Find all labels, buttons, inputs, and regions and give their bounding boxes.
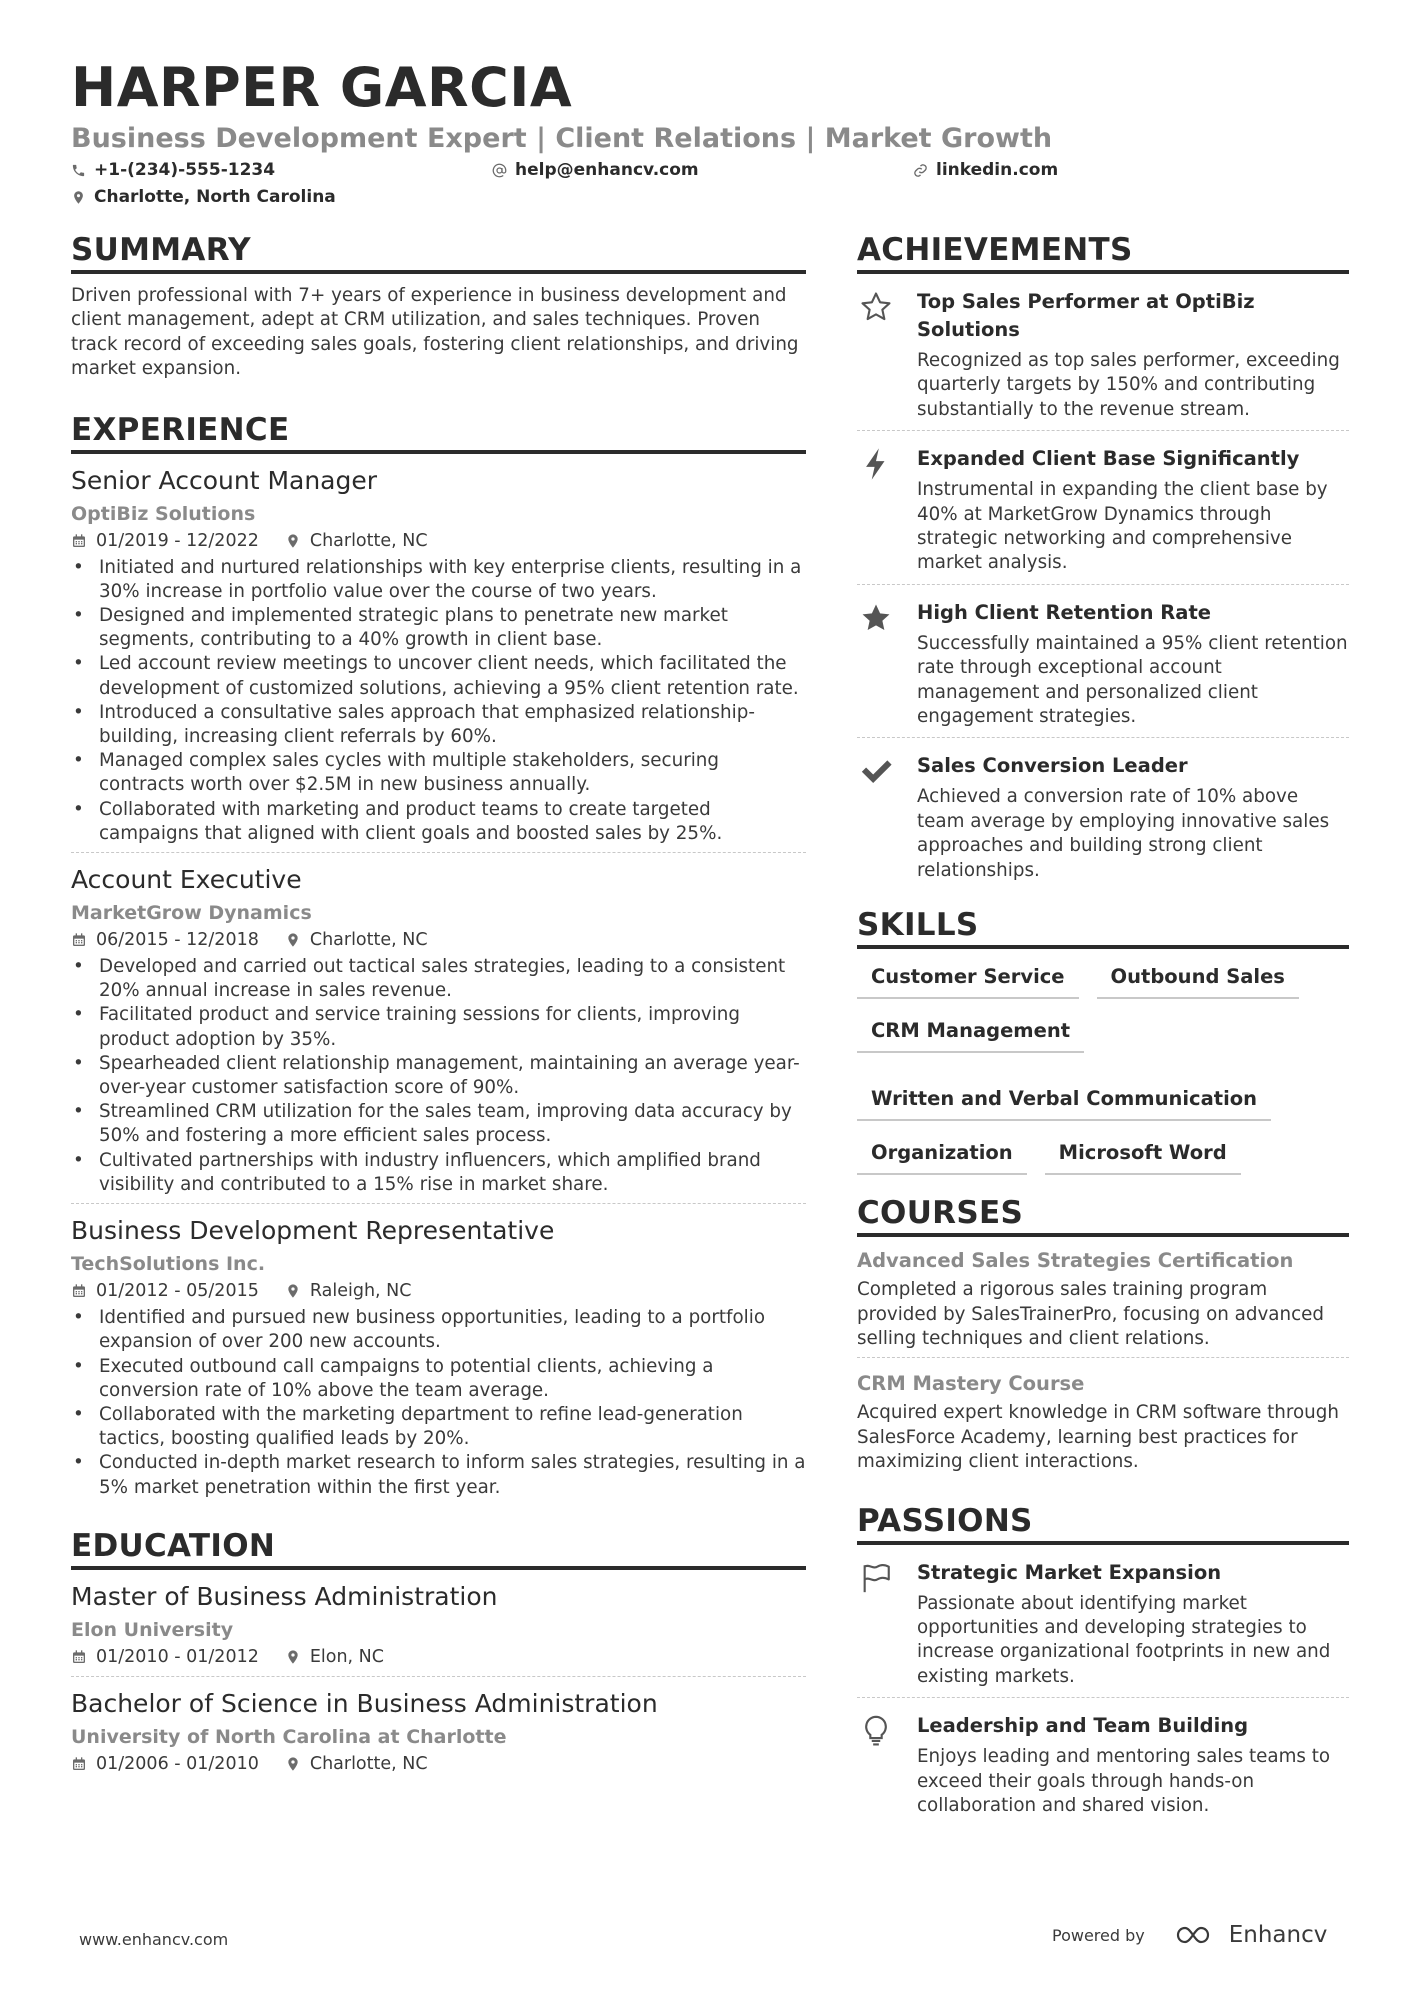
- job-bullet: • Developed and carried out tactical sales strategies, leading to a consistent 20% annual increase in sales revenue.: [71, 955, 806, 1003]
- calendar-icon: [71, 932, 87, 948]
- skills-heading: SKILLS: [857, 905, 1349, 949]
- contact-phone: [71, 159, 275, 181]
- location-text: Charlotte, North Carolina: [94, 187, 336, 207]
- skills-list: [857, 959, 1349, 1175]
- contact-linkedin: [913, 159, 1058, 181]
- job-location-text: Charlotte, NC: [309, 930, 428, 951]
- course-text: Completed a rigorous sales training program provided by SalesTrainerPro, focusing on advanced selling techniques and client relations.: [857, 1279, 1324, 1349]
- job-meta: [71, 528, 806, 554]
- education-item: [71, 1687, 806, 1783]
- achievement-item: [857, 748, 1349, 891]
- job-bullet: • Introduced a consultative sales approach that emphasized relationship-building, increasing client referrals by 60%.: [71, 701, 806, 749]
- lightning-icon: [859, 447, 893, 481]
- calendar-icon: [71, 1283, 87, 1299]
- passion-text: Enjoys leading and mentoring sales teams to exceed their goals through hands-on collaboration and shared vision.: [917, 1746, 1331, 1816]
- achievement-text: Achieved a conversion rate of 10% above team average by employing innovative sales approaches and building strong client relationships.: [917, 786, 1330, 881]
- star-filled-icon: [859, 601, 893, 635]
- passion-text: Passionate about identifying market opportunities and developing strategies to increase organizational footprints in new and existing markets.: [917, 1592, 1331, 1687]
- location-pin-icon: [285, 932, 301, 948]
- experience-section: [71, 410, 806, 1506]
- passion-title: Strategic Market Expansion: [917, 1560, 1222, 1584]
- course-item: [857, 1370, 1349, 1480]
- education-location: [285, 1644, 384, 1670]
- courses-section: [857, 1193, 1349, 1480]
- school-name: Elon University: [71, 1618, 234, 1641]
- job-meta: [71, 927, 806, 953]
- skill-tag: Written and Verbal Communication: [857, 1081, 1271, 1121]
- enhancv-logo-icon: [1173, 1923, 1219, 1947]
- education-dates-text: 01/2010 - 01/2012: [96, 1646, 259, 1667]
- passion-title: Leadership and Team Building: [917, 1714, 1249, 1738]
- linkedin-text[interactable]: linkedin.com: [936, 160, 1059, 180]
- company-name: TechSolutions Inc.: [71, 1253, 266, 1276]
- achievement-text: Successfully maintained a 95% client retention rate through exceptional account management and personalized client engagement strategies.: [917, 632, 1348, 728]
- education-location-text: Elon, NC: [309, 1646, 384, 1667]
- education-dates: [71, 1751, 259, 1777]
- skill-tag: Organization: [857, 1135, 1027, 1175]
- skill-tag: Customer Service: [857, 959, 1079, 999]
- skill-tag: Microsoft Word: [1045, 1135, 1241, 1175]
- courses-heading: COURSES: [857, 1193, 1349, 1237]
- education-meta: [71, 1644, 806, 1670]
- job-bullet: • Collaborated with the marketing department to refine lead-generation tactics, boosting qualified leads by 20%.: [71, 1403, 806, 1451]
- education-section: [71, 1526, 806, 1783]
- achievement-title: Top Sales Performer at OptiBiz Solutions: [917, 290, 1255, 341]
- experience-heading: EXPERIENCE: [71, 410, 806, 454]
- education-item: [71, 1580, 806, 1677]
- company-name: MarketGrow Dynamics: [71, 902, 312, 925]
- achievements-section: [857, 230, 1349, 891]
- experience-item: [71, 464, 806, 853]
- skills-section: [857, 905, 1349, 1175]
- summary-section: [71, 230, 806, 382]
- location-pin-icon: [285, 1283, 301, 1299]
- job-title: Senior Account Manager: [71, 465, 378, 495]
- skill-tag: CRM Management: [857, 1013, 1084, 1053]
- job-location-text: Charlotte, NC: [309, 530, 428, 551]
- achievement-title: Sales Conversion Leader: [917, 754, 1188, 778]
- degree-title: Bachelor of Science in Business Administration: [71, 1688, 658, 1718]
- phone-text[interactable]: +1-(234)-555-1234: [94, 160, 276, 180]
- job-bullet: • Conducted in-depth market research to inform sales strategies, resulting in a 5% market penetration within the first year.: [71, 1451, 806, 1499]
- passions-heading: PASSIONS: [857, 1501, 1349, 1545]
- candidate-name: HARPER GARCIA: [71, 56, 573, 119]
- education-location: [285, 1751, 428, 1777]
- job-location: [285, 528, 428, 554]
- education-meta: [71, 1751, 806, 1777]
- achievement-title: Expanded Client Base Significantly: [917, 447, 1300, 471]
- candidate-headline: Business Development Expert | Client Relations | Market Growth: [71, 123, 1053, 154]
- link-icon: [913, 163, 928, 178]
- left-column: [71, 230, 806, 1783]
- job-location: [285, 1278, 412, 1304]
- job-dates: [71, 927, 259, 953]
- job-dates-text: 01/2019 - 12/2022: [96, 530, 259, 551]
- powered-by-text: Powered by: [1052, 1925, 1145, 1945]
- job-meta: [71, 1278, 806, 1304]
- achievements-heading: ACHIEVEMENTS: [857, 230, 1349, 274]
- job-bullet: • Cultivated partnerships with industry influencers, which amplified brand visibility and contributed to a 15% rise in market share.: [71, 1149, 806, 1197]
- achievement-item: [857, 284, 1349, 431]
- job-bullet: • Initiated and nurtured relationships with key enterprise clients, resulting in a 30% increase in portfolio value over the course of two years.: [71, 556, 806, 604]
- experience-item: [71, 863, 806, 1204]
- achievement-text: Recognized as top sales performer, exceeding quarterly targets by 150% and contributing substantially to the revenue stream.: [917, 350, 1340, 420]
- contact-email: [492, 159, 699, 181]
- job-dates: [71, 528, 259, 554]
- degree-title: Master of Business Administration: [71, 1581, 498, 1611]
- brand-name: Enhancv: [1228, 1922, 1328, 1948]
- location-pin-icon: [71, 190, 86, 205]
- company-name: OptiBiz Solutions: [71, 502, 256, 525]
- phone-icon: [71, 163, 86, 178]
- location-pin-icon: [285, 1756, 301, 1772]
- education-location-text: Charlotte, NC: [309, 1753, 428, 1774]
- job-title: Business Development Representative: [71, 1216, 555, 1246]
- right-column: [857, 230, 1349, 1826]
- calendar-icon: [71, 533, 87, 549]
- achievement-item: [857, 441, 1349, 585]
- education-heading: EDUCATION: [71, 1526, 806, 1570]
- job-bullet: • Facilitated product and service training sessions for clients, improving product adoption by 35%.: [71, 1003, 806, 1051]
- job-location: [285, 927, 428, 953]
- education-dates-text: 01/2006 - 01/2010: [96, 1753, 259, 1774]
- skill-tag: Outbound Sales: [1097, 959, 1299, 999]
- footer-website[interactable]: www.enhancv.com: [79, 1930, 229, 1949]
- brand-logo[interactable]: [1173, 1922, 1328, 1948]
- education-dates: [71, 1644, 259, 1670]
- school-name: University of North Carolina at Charlotte: [71, 1725, 507, 1748]
- achievement-item: [857, 595, 1349, 739]
- job-bullet: • Designed and implemented strategic plans to penetrate new market segments, contributing to a 40% growth in client base.: [71, 604, 806, 652]
- job-bullet: • Identified and pursued new business opportunities, leading to a portfolio expansion of over 200 new accounts.: [71, 1306, 806, 1354]
- at-sign-icon: [492, 163, 507, 178]
- star-outline-icon: [859, 290, 893, 324]
- experience-item: [71, 1214, 806, 1506]
- passion-item: [857, 1708, 1349, 1826]
- course-text: Acquired expert knowledge in CRM software through SalesForce Academy, learning best practices for maximizing client interactions.: [857, 1402, 1339, 1473]
- job-dates-text: 01/2012 - 05/2015: [96, 1281, 259, 1302]
- calendar-icon: [71, 1756, 87, 1772]
- passions-section: [857, 1501, 1349, 1827]
- passion-item: [857, 1555, 1349, 1699]
- course-item: [857, 1247, 1349, 1358]
- job-dates: [71, 1278, 259, 1304]
- job-location-text: Raleigh, NC: [309, 1281, 412, 1302]
- email-text[interactable]: help@enhancv.com: [515, 160, 699, 180]
- job-bullet: • Executed outbound call campaigns to potential clients, achieving a conversion rate of 10% above the team average.: [71, 1355, 806, 1403]
- job-dates-text: 06/2015 - 12/2018: [96, 930, 259, 951]
- footer-branding: [1052, 1922, 1327, 1948]
- job-bullet: • Led account review meetings to uncover client needs, which facilitated the development of customized solutions, achieving a 95% client retention rate.: [71, 652, 806, 700]
- job-bullets: [71, 1306, 806, 1500]
- job-bullet: • Streamlined CRM utilization for the sales team, improving data accuracy by 50% and fostering a more efficient sales process.: [71, 1100, 806, 1148]
- summary-heading: SUMMARY: [71, 230, 806, 274]
- lightbulb-icon: [859, 1714, 893, 1748]
- job-title: Account Executive: [71, 865, 302, 895]
- checkmark-icon: [859, 754, 893, 788]
- job-bullet: • Managed complex sales cycles with multiple stakeholders, securing contracts worth over $2.5M in new business annually.: [71, 749, 806, 797]
- location-pin-icon: [285, 533, 301, 549]
- summary-text: Driven professional with 7+ years of experience in business development and client management, adept at CRM utilization, and sales techniques. Proven track record of exceeding sales goals, fostering client relationships, and driving market expansion.: [71, 285, 799, 380]
- course-title: CRM Mastery Course: [857, 1372, 1085, 1396]
- flag-icon: [859, 1561, 893, 1595]
- job-bullet: • Spearheaded client relationship management, maintaining an average year-over-year customer satisfaction score of 90%.: [71, 1052, 806, 1100]
- achievement-text: Instrumental in expanding the client base by 40% at MarketGrow Dynamics through strategic networking and comprehensive market analysis.: [917, 479, 1328, 574]
- job-bullet: • Collaborated with marketing and product teams to create targeted campaigns that aligned with client goals and boosted sales by 25%.: [71, 798, 806, 846]
- achievement-title: High Client Retention Rate: [917, 600, 1211, 624]
- job-bullets: [71, 556, 806, 846]
- job-bullets: [71, 955, 806, 1197]
- course-title: Advanced Sales Strategies Certification: [857, 1249, 1294, 1273]
- location-pin-icon: [285, 1649, 301, 1665]
- contact-location: [71, 186, 336, 208]
- calendar-icon: [71, 1649, 87, 1665]
